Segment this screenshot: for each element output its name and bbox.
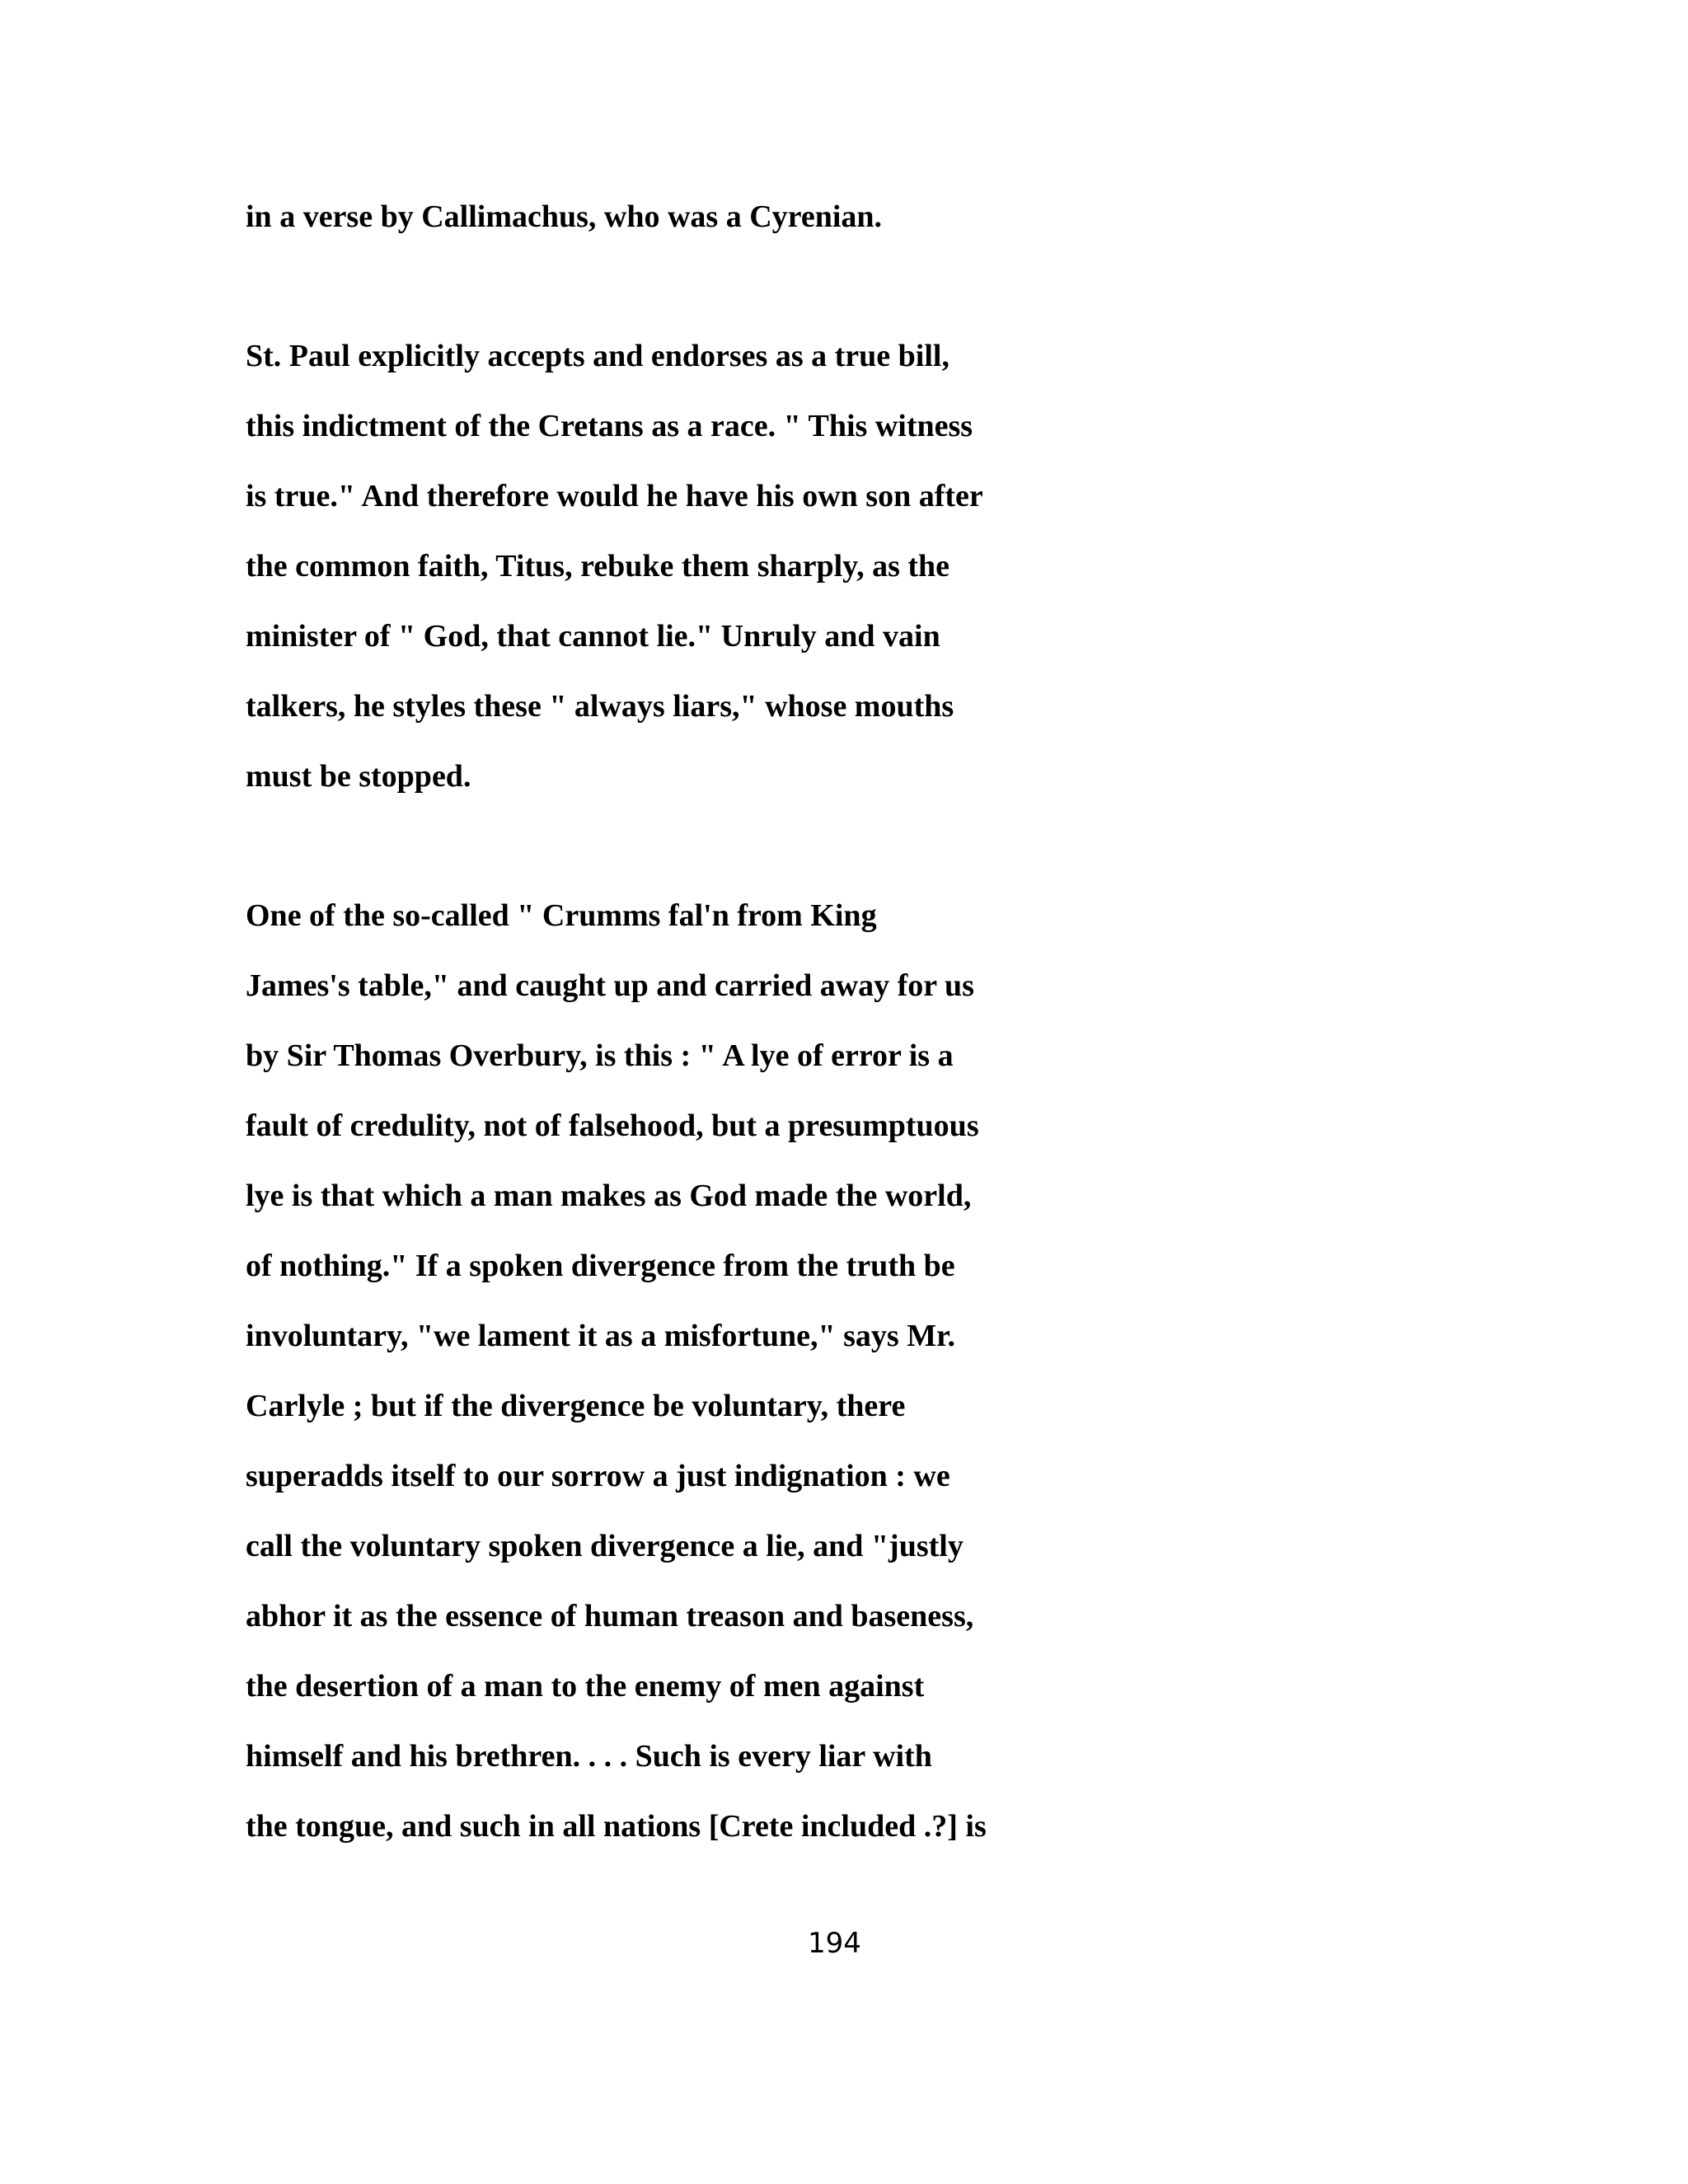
text-line: must be stopped. [246,759,471,794]
text-line: St. Paul explicitly accepts and endorses as a true bill, [246,339,950,373]
text-line: Carlyle ; but if the divergence be voluntary, there [246,1389,906,1423]
text-line: by Sir Thomas Overbury, is this : " A lye of error is a [246,1038,954,1073]
text-line: this indictment of the Cretans as a race. " This witness [246,409,973,443]
text-line: in a verse by Callimachus, who was a Cyrenian. [246,199,883,234]
page-number: 194 [808,1927,861,1960]
text-line: the desertion of a man to the enemy of men against [246,1669,925,1704]
text-line: talkers, he styles these " always liars," whose mouths [246,689,954,724]
text-line: is true." And therefore would he have his own son after [246,479,983,513]
text-line: involuntary, "we lament it as a misfortune," says Mr. [246,1319,955,1353]
text-line: call the voluntary spoken divergence a lie, and "justly [246,1529,964,1563]
text-line: James's table," and caught up and carried away for us [246,968,974,1003]
text-line: minister of " God, that cannot lie." Unruly and vain [246,619,940,654]
text-line: the common faith, Titus, rebuke them sharply, as the [246,549,950,583]
text-line: himself and his brethren. . . . Such is every liar with [246,1739,932,1774]
text-line: fault of credulity, not of falsehood, but a presumptuous [246,1108,979,1143]
text-line: superadds itself to our sorrow a just indignation : we [246,1459,950,1493]
text-line: abhor it as the essence of human treason and baseness, [246,1599,974,1633]
text-line: One of the so-called " Crumms fal'n from King [246,898,877,933]
text-line: lye is that which a man makes as God made the world, [246,1179,972,1213]
text-line: the tongue, and such in all nations [Crete included .?] is [246,1809,987,1844]
text-line: of nothing." If a spoken divergence from the truth be [246,1249,955,1283]
